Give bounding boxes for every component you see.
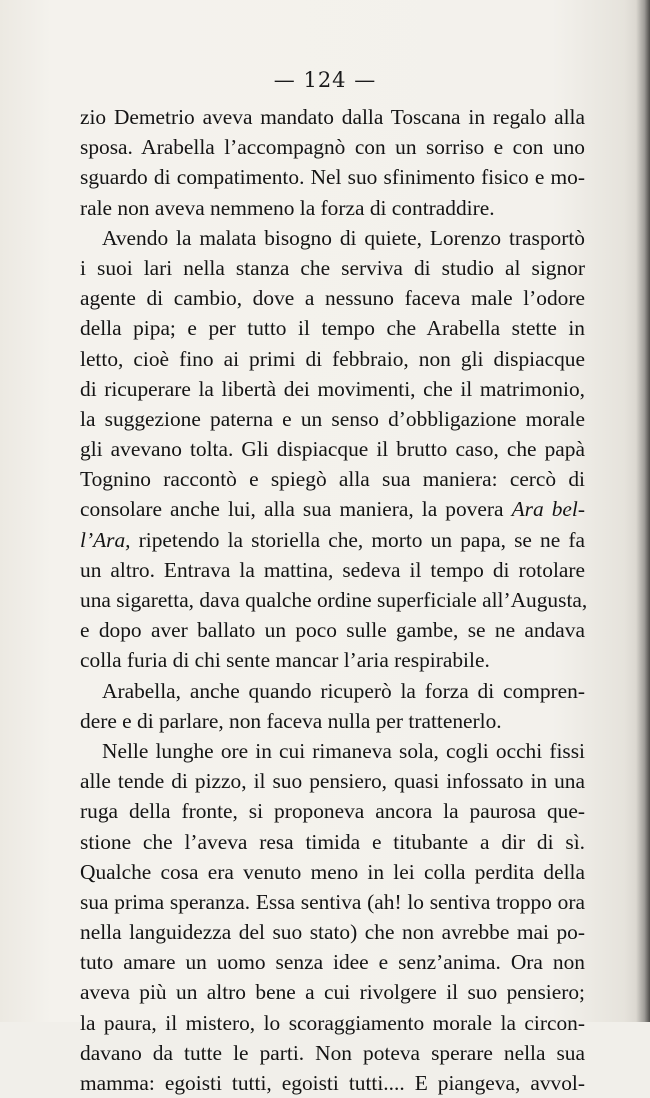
text-line: alle tende di pizzo, il suo pensiero, quasi infossato in una [80,769,585,794]
text-line: di ricuperare la libertà dei movimenti, che il matrimonio, [80,376,585,401]
italic-fragment: Ara bel- [511,497,585,522]
text-line: gli avevano tolta. Gli dispiacque il brutto caso, che papà [80,437,585,462]
text-line: una sigaretta, dava qualche ordine superficiale all’Augusta, [80,588,588,612]
italic-fragment: l’Ara, [80,527,131,552]
text-line: sposa. Arabella l’accompagnò con un sorriso e con uno [80,135,585,160]
text-line: sguardo di compatimento. Nel suo sfinimento fisico e mo- [80,165,585,190]
text-line: aveva più un altro bene a cui rivolgere il suo pensiero; [80,980,585,1005]
text-line: Avendo la malata bisogno di quiete, Lorenzo trasportò [102,225,585,250]
text-line: nella languidezza del suo stato) che non avrebbe mai po- [80,920,585,945]
text-line: tuto amare un uomo senza idee e senz’anima. Ora non [80,950,585,975]
text-line: Qualche cosa era venuto meno in lei colla perdita della [80,859,585,884]
text-fragment: consolare anche lui, alla sua maniera, la povera [80,497,504,522]
text-line: i suoi lari nella stanza che serviva di studio al signor [80,255,585,280]
text-line: rale non aveva nemmeno la forza di contraddire. [80,195,495,220]
text-line: davano da tutte le parti. Non poteva sperare nella sua [80,1040,585,1065]
text-line: colla furia di chi sente mancar l’aria respirabile. [80,648,490,673]
text-line: Nelle lunghe ore in cui rimaneva sola, cogli occhi fissi [102,738,585,763]
text-line: e dopo aver ballato un poco sulle gambe, se ne andava [80,618,585,643]
text-line: la suggezione paterna e un senso d’obbligazione morale [80,406,585,431]
text-line-mixed [80,494,585,524]
text-line: Arabella, anche quando ricuperò la forza di compren- [102,678,585,703]
text-line: mamma: egoisti tutti, egoisti tutti.... E piangeva, avvol- [80,1071,585,1095]
text-line: la paura, il mistero, lo scoraggiamento morale la circon- [80,1010,585,1035]
text-line: zio Demetrio aveva mandato dalla Toscana in regalo alla [80,105,585,129]
text-line: stione che l’aveva resa timida e titubante a dir di sì. [80,829,585,854]
text-line: dere e di parlare, non faceva nulla per trattenerlo. [80,708,502,733]
text-fragment: ripetendo la storiella che, morto un papa, se ne fa [130,527,585,552]
text-line: agente di cambio, dove a nessuno faceva male l’odore [80,286,585,311]
text-line: Tognino raccontò e spiegò alla sua maniera: cercò di [80,467,585,492]
text-line: letto, cioè fino ai primi di febbraio, non gli dispiacque [80,346,585,371]
text-line: sua prima speranza. Essa sentiva (ah! lo sentiva troppo ora [80,889,585,914]
text-line: un altro. Entrava la mattina, sedeva il tempo di rotolare [80,557,585,582]
body-text [80,102,588,1098]
text-line: ruga della fronte, si proponeva ancora la paurosa que- [80,799,585,824]
page-number: — 124 — [273,68,377,92]
text-line-mixed [80,525,585,555]
text-line: della pipa; e per tutto il tempo che Arabella stette in [80,316,585,341]
page-edge-shadow [636,0,650,1022]
